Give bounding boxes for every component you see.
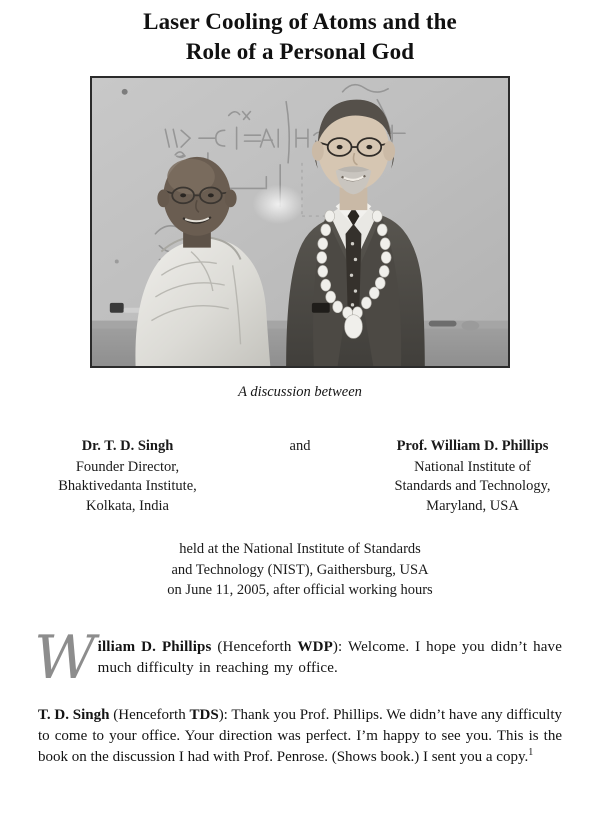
venue-block xyxy=(0,539,600,601)
speakers-block xyxy=(0,437,600,533)
speaker-left-affiliation-line-2: Bhaktivedanta Institute, xyxy=(58,478,197,494)
speaker-right xyxy=(365,437,580,516)
title-line-1: Laser Cooling of Atoms and the xyxy=(143,9,457,34)
wdp-paren-open: (Henceforth xyxy=(211,638,298,655)
tds-speaker-head: T. D. Singh xyxy=(38,706,110,723)
tds-paren-close: ): xyxy=(218,706,232,723)
venue-line-1: held at the National Institute of Standards xyxy=(179,541,421,557)
tds-abbreviation: TDS xyxy=(189,706,219,723)
speaker-left-name: Dr. T. D. Singh xyxy=(81,438,174,454)
title-line-2: Role of a Personal God xyxy=(185,39,415,64)
wdp-speaker-head: illiam D. Phillips xyxy=(97,638,212,655)
dialogue-paragraph-tds xyxy=(38,705,562,768)
dialogue-paragraph-wdp xyxy=(34,622,562,695)
wdp-paren-close: ): xyxy=(332,638,348,655)
speaker-right-affiliation-line-1: National Institute of xyxy=(414,458,531,475)
wdp-abbreviation: WDP xyxy=(297,638,333,655)
dialogue-body xyxy=(34,622,562,768)
page-title xyxy=(0,0,600,67)
venue-line-3: on June 11, 2005, after official working hours xyxy=(167,582,433,598)
discussion-photograph xyxy=(90,76,510,368)
tds-paren-open: (Henceforth xyxy=(109,706,190,723)
wdp-text-run xyxy=(38,637,562,679)
wdp-utterance: Welcome. I hope you didn’t have much difficulty in reaching my office. xyxy=(97,638,562,676)
footnote-marker: 1 xyxy=(528,746,534,758)
speaker-right-affiliation-line-2: Standards and Technology, xyxy=(394,478,551,494)
speaker-left-affiliation-line-3: Kolkata, India xyxy=(86,497,169,514)
speaker-right-name: Prof. William D. Phillips xyxy=(396,438,549,454)
photo-caption: A discussion between xyxy=(238,384,362,400)
tds-utterance: Thank you Prof. Phillips. We didn’t have any difficulty to come to your office. Your direction was perfect. I’m happy to see you. This is the book on the discussion I had with Prof. Penrose. (Shows book.) I sent you a copy. xyxy=(38,706,562,765)
drop-cap-w: W xyxy=(34,622,96,693)
venue-line-2: and Technology (NIST), Gaithersburg, USA xyxy=(171,561,429,578)
photo-illustration xyxy=(92,78,508,366)
speaker-right-affiliation-line-3: Maryland, USA xyxy=(426,497,519,514)
conjunction-and: and xyxy=(289,438,311,454)
speaker-left-affiliation-line-1: Founder Director, xyxy=(75,458,180,475)
